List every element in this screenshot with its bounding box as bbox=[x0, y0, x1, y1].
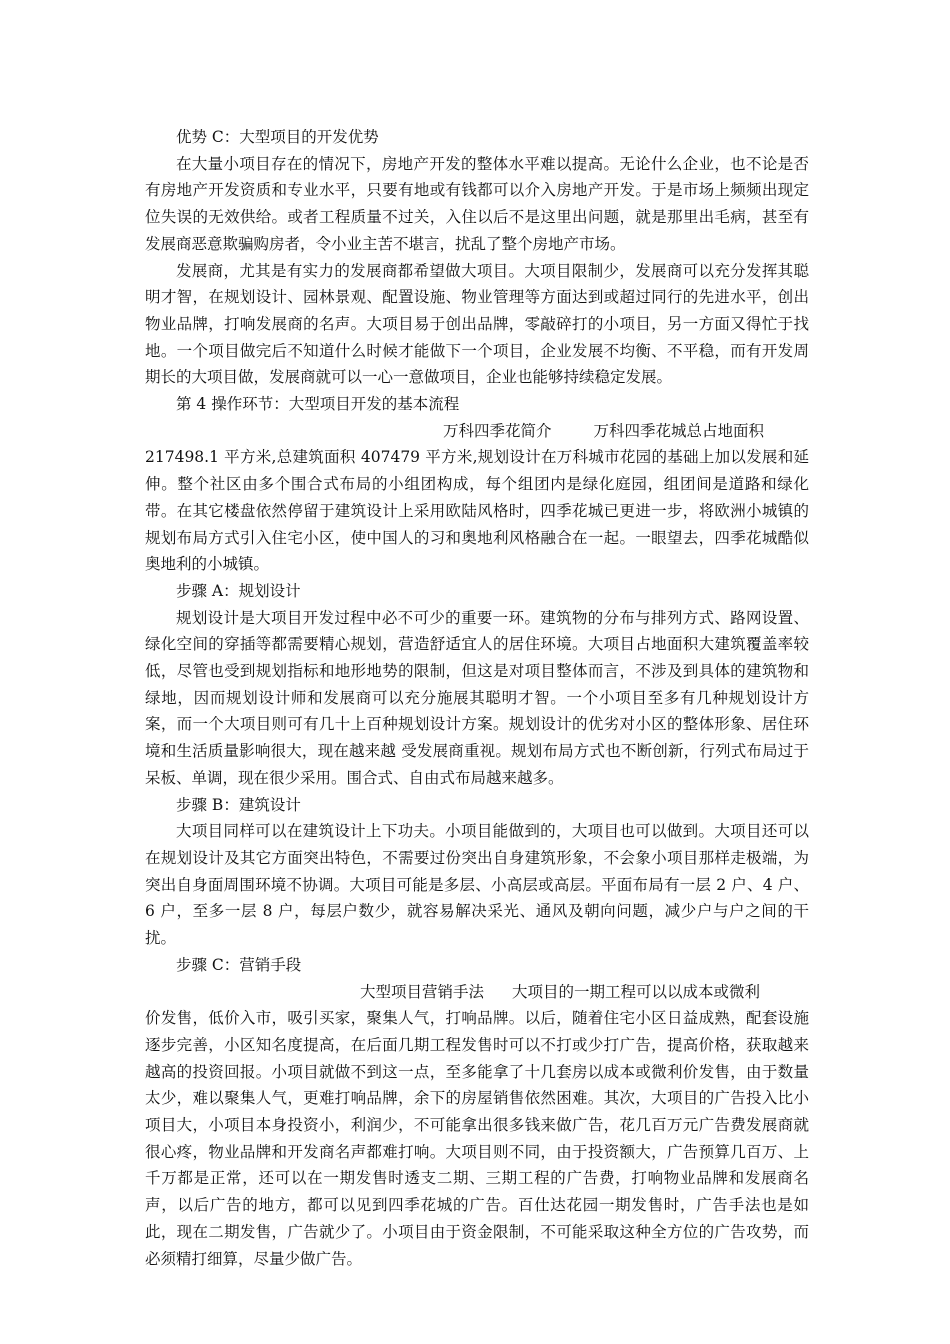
step-b-heading: 步骤 B：建筑设计 bbox=[176, 795, 301, 814]
section-c-paragraph-2: 发展商，尤其是有实力的发展商都希望做大项目。大项目限制少，发展商可以充分发挥其聪明才智，在规划设计、园林景观、配置设施、物业管理等方面达到或超过同行的先进水平，创出物业品牌，打响发展商的名声。大项目易于创出品牌，零敲碎打的小项目，另一方面又得忙于找地。一个项目做完后不知道什么时候才能做下一个项目，企业发展不均衡、不平稳，而有开发周期长的大项目做，发展商就可以一心一意做项目，企业也能够持续稳定发展。 bbox=[145, 261, 809, 387]
section-c-paragraph-1: 在大量小项目存在的情况下，房地产开发的整体水平难以提高。无论什么企业，也不论是否有房地产开发资质和专业水平，只要有地或有钱都可以介入房地产开发。于是市场上频频出现定位失误的无效供给。或者工程质量不过关，入住以后不是这里出问题，就是那里出毛病，甚至有发展商恶意欺骗购房者，令小业主苦不堪言，扰乱了整个房地产市场。 bbox=[145, 154, 809, 253]
section-c-heading: 优势 C：大型项目的开发优势 bbox=[176, 128, 379, 146]
marketing-lead: 大项目的一期工程可以以成本或微利 bbox=[512, 982, 761, 1001]
marketing-title: 大型项目营销手法 bbox=[360, 982, 485, 1001]
step-c-heading: 步骤 C：营销手段 bbox=[176, 955, 302, 974]
case-title: 万科四季花简介 bbox=[443, 421, 552, 440]
step-c-paragraph: 价发售，低价入市，吸引买家，聚集人气，打响品牌。以后，随着住宅小区日益成熟，配套设施逐步完善，小区知名度提高，在后面几期工程发售时可以不打或少打广告，提高价格，获取越来越高的投资回报。小项目就做不到这一点，至多能拿了十几套房以成本或微利价发售，由于数量太少，难以聚集人气，更难打响品牌，余下的房屋销售依然困难。其次，大项目的广告投入比小项目大，小项目本身投资小，利润少，不可能拿出很多钱来做广告，花几百万元广告费发展商就很心疼，物业品牌和开发商名声都难打响。大项目则不同，由于投资额大，广告预算几百万、上千万都是正常，还可以在一期发售时透支二期、三期工程的广告费，打响物业品牌和发展商名声，以后广告的地方，都可以见到四季花城的广告。百仕达花园一期发售时，广告手法也是如此，现在二期发售，广告就少了。小项目由于资金限制，不可能采取这种全方位的广告攻势，而必须精打细算，尽量少做广告。 bbox=[145, 1009, 809, 1268]
marketing-intro-line bbox=[145, 979, 809, 1006]
case-body: 217498.1 平方米,总建筑面积 407479 平方米,规划设计在万科城市花园的基础上加以发展和延伸。整个社区由多个围合式布局的小组团构成，每个组团内是绿化庭园，组团间是道路和绿化带。在其它楼盘依然停留于建筑设计上采用欧陆风格时，四季花城已更进一步，将欧洲小城镇的规划布局方式引入住宅小区，使中国人的习和奥地利风格融合在一起。一眼望去，四季花城酷似奥地利的小城镇。 bbox=[145, 448, 809, 574]
step-a-paragraph: 规划设计是大项目开发过程中必不可少的重要一环。建筑物的分布与排列方式、路网设置、绿化空间的穿插等都需要精心规划，营造舒适宜人的居住环境。大项目占地面积大建筑覆盖率较低，尽管也受到规划指标和地形地势的限制，但这是对项目整体而言，不涉及到具体的建筑物和绿地，因而规划设计师和发展商可以充分施展其聪明才智。一个小项目至多有几种规划设计方案，而一个大项目则可有几十上百种规划设计方案。规划设计的优劣对小区的整体形象、居住环境和生活质量影响很大，现在越来越 受发展商重视。规划布局方式也不断创新，行列式布局过于呆板、单调，现在很少采用。围合式、自由式布局越来越多。 bbox=[145, 608, 809, 787]
document-page bbox=[145, 124, 809, 1272]
step-b-paragraph: 大项目同样可以在建筑设计上下功夫。小项目能做到的，大项目也可以做到。大项目还可以在规划设计及其它方面突出特色，不需要过份突出自身建筑形象，不会象小项目那样走极端，为突出自身面周围环境不协调。大项目可能是多层、小高层或高层。平面布局有一层 2 户、4 户、6 户，至多一层 8 户，每层户数少，就容易解决采光、通风及朝向问题，减少户与户之间的干扰。 bbox=[145, 822, 809, 948]
case-intro-line bbox=[145, 418, 809, 445]
step-a-heading: 步骤 A：规划设计 bbox=[176, 581, 301, 600]
case-lead: 万科四季花城总占地面积 bbox=[593, 421, 765, 440]
step4-heading: 第 4 操作环节：大型项目开发的基本流程 bbox=[176, 395, 460, 414]
